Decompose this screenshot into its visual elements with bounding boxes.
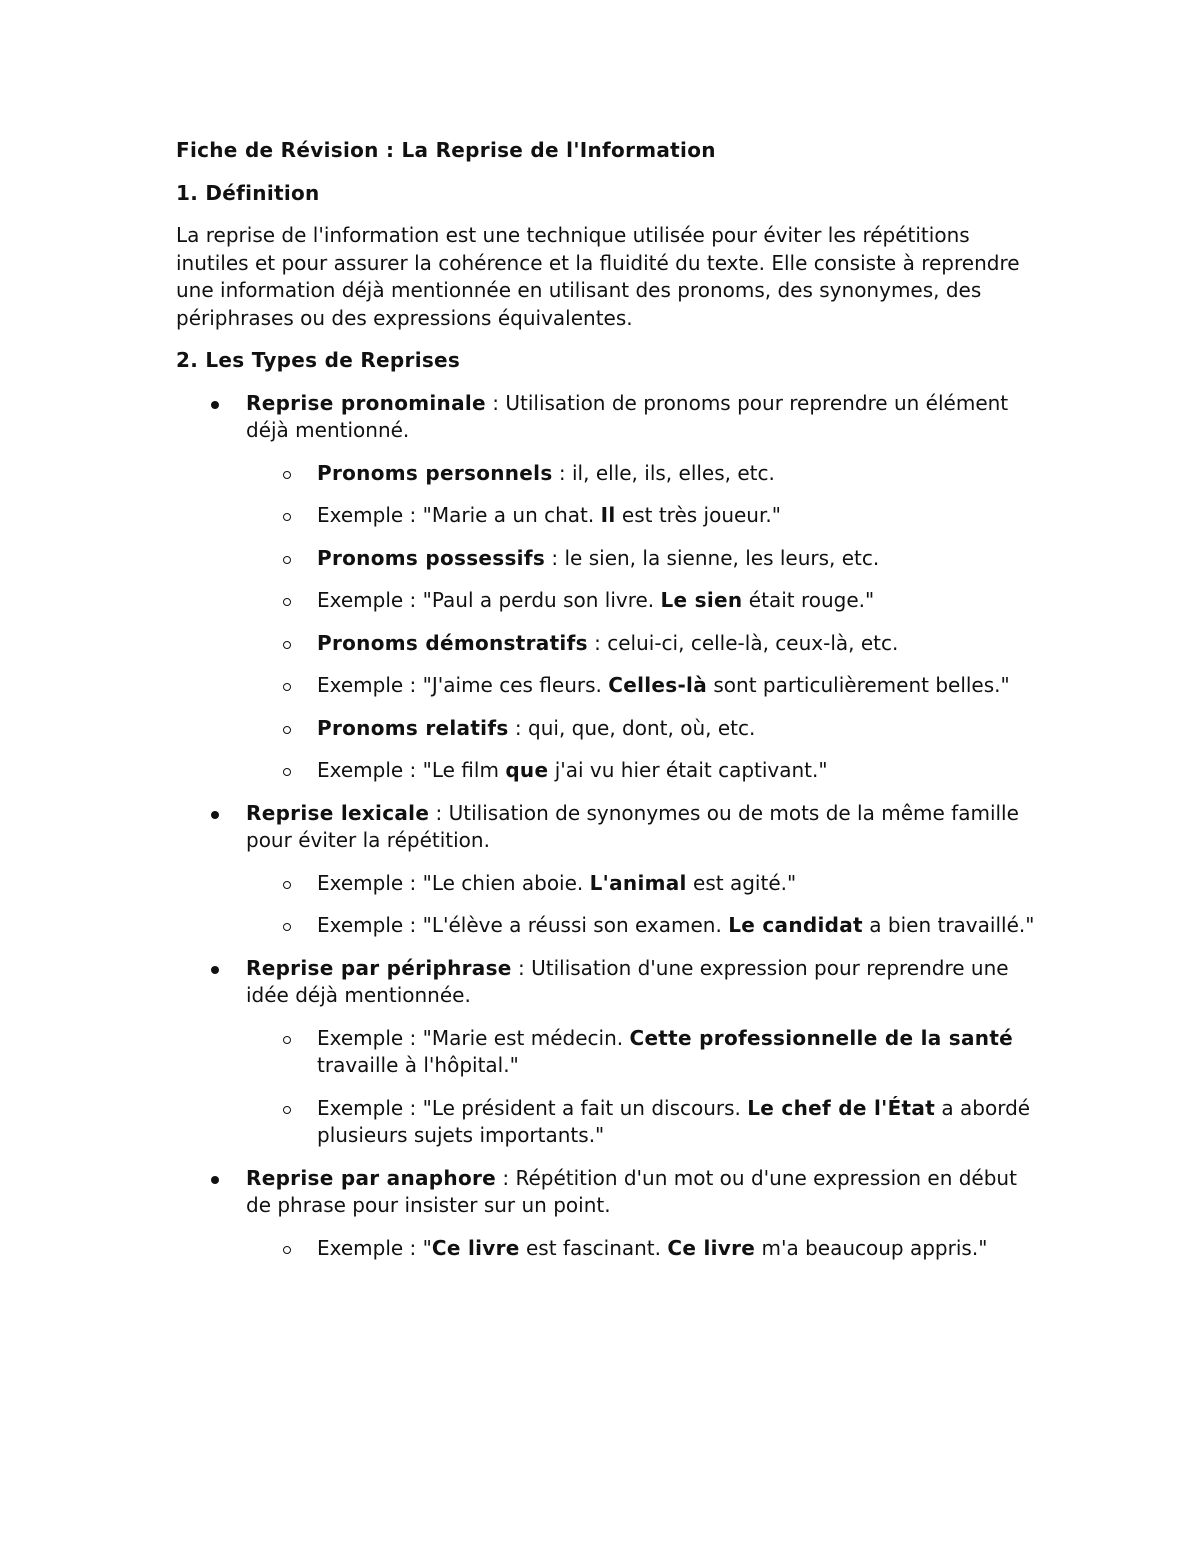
sub-list-item [246,587,1036,615]
emphasis-text: Il [600,503,616,527]
type-description [246,390,1036,445]
emphasis-text: Ce livre [667,1235,756,1260]
emphasis-text: Pronoms relatifs [317,715,509,740]
emphasis-text: Cette professionnelle de la santé [629,1025,1014,1050]
plain-text: travaille à l'hôpital." [317,1053,519,1077]
emphasis-text: Le chef de l'État [747,1095,936,1120]
sub-list [246,870,1036,940]
sub-list-item [246,870,1036,898]
sub-list-item [246,672,1036,700]
plain-text: a bien travaillé." [862,913,1035,937]
plain-text: est agité." [686,870,797,895]
type-item [176,390,1036,785]
circle-bullet-icon [283,1036,291,1044]
plain-text: : le sien, la sienne, les leurs, etc. [545,545,880,570]
types-list [176,390,1036,1263]
plain-text: m'a beaucoup appris." [755,1235,988,1260]
definition-paragraph: La reprise de l'information est une technique utilisée pour éviter les répétitions inutiles et pour assurer la cohérence et la fluidité du texte. Elle consiste à reprendre une information déjà mentionnée en utilisant des pronoms, des synonymes, des périphrases ou des expressions équivalentes. [176,223,1020,330]
plain-text: Exemple : "Paul a perdu son livre. [317,588,661,612]
section-heading-definition: 1. Définition [176,180,320,205]
plain-text: est fascinant. [519,1235,668,1260]
type-desc: : Répétition d'un mot ou d'une expression en début de phrase pour insister sur un point. [246,1165,1017,1217]
sub-list-item [246,460,1036,488]
circle-bullet-icon [283,923,291,931]
circle-bullet-icon [283,641,291,649]
type-term: Reprise par anaphore [246,1165,497,1190]
circle-bullet-icon [283,1106,291,1114]
circle-bullet-icon [283,1246,291,1254]
type-description [246,955,1036,1010]
circle-bullet-icon [283,768,291,776]
sub-list-item [246,1095,1036,1150]
plain-text: Exemple : "Marie est médecin. [317,1025,630,1050]
sub-list [246,1235,1036,1263]
bullet-icon [211,966,219,974]
type-term: Reprise pronominale [246,390,486,415]
plain-text: j'ai vu hier était captivant." [548,758,828,782]
plain-text: Exemple : "L'élève a réussi son examen. [317,913,729,937]
plain-text: est très joueur." [615,503,781,527]
type-desc: : Utilisation d'une expression pour reprendre une idée déjà mentionnée. [246,955,1009,1007]
document-page [176,137,1036,1277]
circle-bullet-icon [283,598,291,606]
plain-text: sont particulièrement belles." [707,673,1010,697]
sub-list-item [246,545,1036,573]
plain-text: Exemple : "J'aime ces fleurs. [317,673,609,697]
emphasis-text: Le sien [660,588,743,612]
emphasis-text: Le candidat [728,913,863,937]
type-item [176,1165,1036,1263]
sub-list [246,1025,1036,1150]
emphasis-text: que [505,758,549,782]
plain-text: Exemple : "Le film [317,758,506,782]
type-item [176,800,1036,940]
bullet-icon [211,401,219,409]
sub-list-item [246,1235,1036,1263]
type-item [176,955,1036,1150]
plain-text: : il, elle, ils, elles, etc. [552,460,775,485]
emphasis-text: Pronoms démonstratifs [317,630,588,655]
type-description [246,1165,1036,1220]
plain-text: Exemple : " [317,1235,432,1260]
sub-list-item [246,757,1036,785]
plain-text: : celui-ci, celle-là, ceux-là, etc. [587,630,899,655]
sub-list-item [246,715,1036,743]
sub-list-item [246,502,1036,530]
document-title: Fiche de Révision : La Reprise de l'Information [176,138,716,162]
emphasis-text: Pronoms possessifs [317,545,546,570]
type-term: Reprise lexicale [246,800,430,825]
plain-text: était rouge." [742,588,875,612]
circle-bullet-icon [283,471,291,479]
plain-text: Exemple : "Le président a fait un discours. [317,1095,748,1120]
type-term: Reprise par périphrase [246,955,512,980]
bullet-icon [211,1176,219,1184]
type-desc: : Utilisation de pronoms pour reprendre un élément déjà mentionné. [246,390,1009,442]
emphasis-text: Celles-là [608,673,708,697]
plain-text: Exemple : "Marie a un chat. [317,503,601,527]
circle-bullet-icon [283,881,291,889]
emphasis-text: Ce livre [431,1235,520,1260]
plain-text: a abordé plusieurs sujets importants." [317,1095,1031,1147]
plain-text: Exemple : "Le chien aboie. [317,870,590,895]
bullet-icon [211,811,219,819]
circle-bullet-icon [283,726,291,734]
sub-list [246,460,1036,785]
type-description [246,800,1036,855]
emphasis-text: Pronoms personnels [317,460,553,485]
emphasis-text: L'animal [589,870,687,895]
section-heading-types: 2. Les Types de Reprises [176,348,461,372]
circle-bullet-icon [283,556,291,564]
plain-text: : qui, que, dont, où, etc. [508,715,756,740]
sub-list-item [246,1025,1036,1080]
sub-list-item [246,912,1036,940]
type-desc: : Utilisation de synonymes ou de mots de la même famille pour éviter la répétition. [246,800,1019,852]
circle-bullet-icon [283,683,291,691]
sub-list-item [246,630,1036,658]
circle-bullet-icon [283,513,291,521]
